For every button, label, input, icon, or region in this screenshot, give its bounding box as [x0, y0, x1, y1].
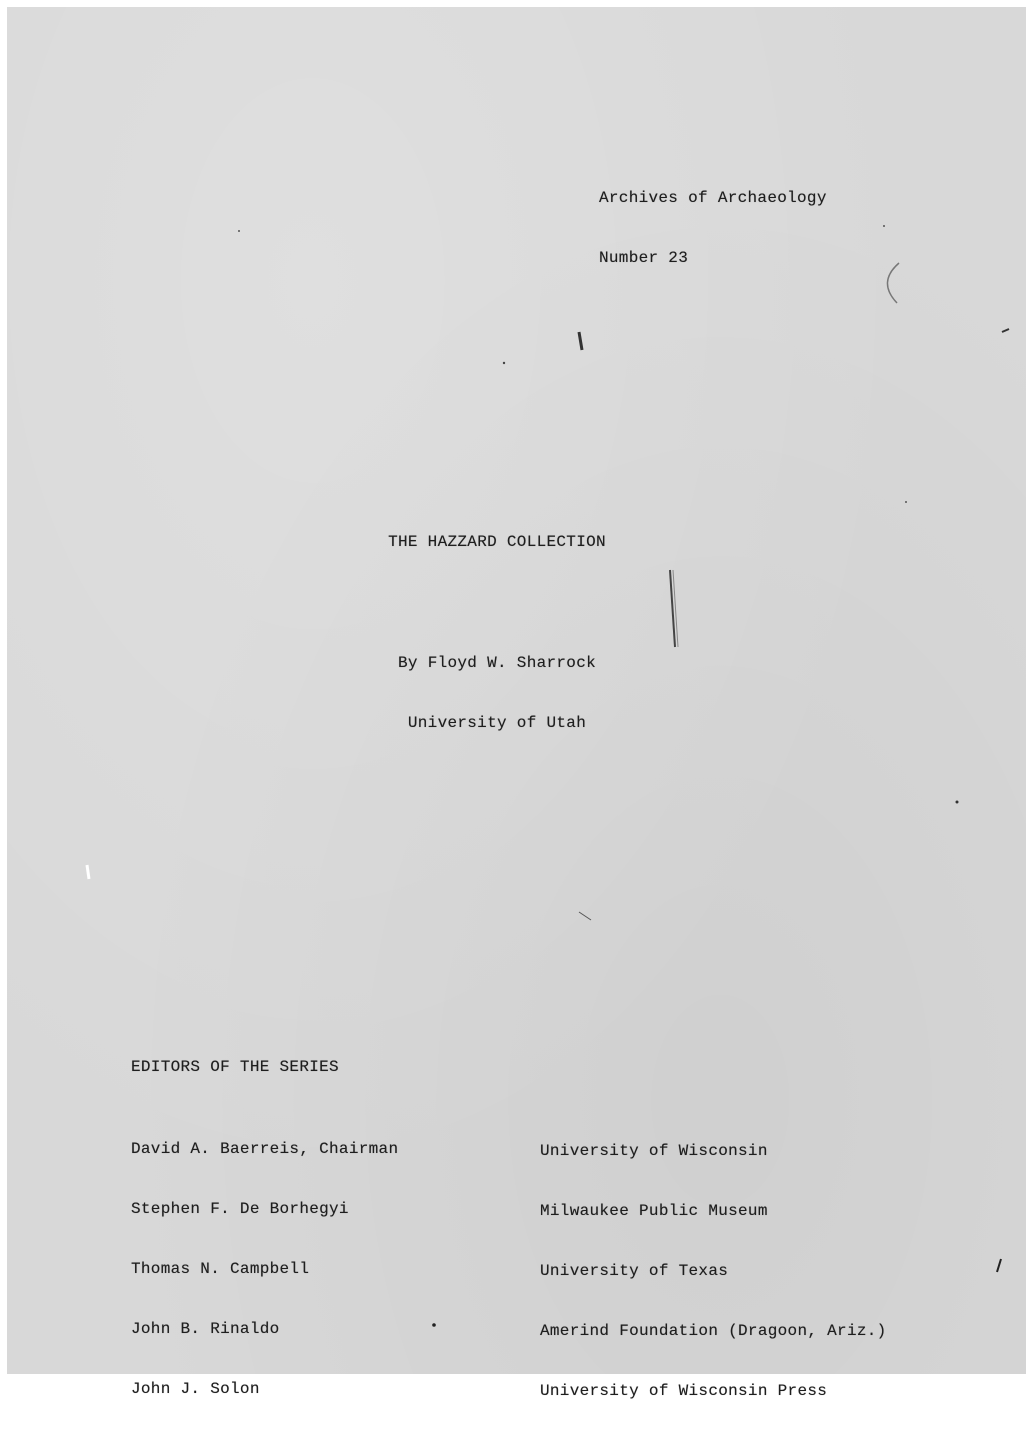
series-number: Number 23	[599, 249, 689, 267]
scanned-page	[7, 7, 1026, 1400]
editor-affiliation: Amerind Foundation (Dragoon, Ariz.)	[540, 1322, 887, 1340]
author-affiliation: University of Utah	[407, 714, 587, 732]
editor-affiliation: University of Texas	[540, 1262, 729, 1280]
title-block	[347, 492, 647, 773]
editor-name: John B. Rinaldo	[131, 1320, 280, 1338]
author-line: By Floyd W. Sharrock	[397, 654, 597, 672]
editors-affiliations-list	[540, 1101, 887, 1441]
editor-name: John J. Solon	[131, 1380, 260, 1398]
series-name: Archives of Archaeology	[599, 189, 827, 207]
editor-affiliation: University of Wisconsin	[540, 1142, 768, 1160]
editors-heading: EDITORS OF THE SERIES	[131, 1058, 339, 1076]
editor-affiliation: University of Wisconsin Press	[540, 1382, 828, 1400]
editor-affiliation: Milwaukee Public Museum	[540, 1202, 768, 1220]
editors-names-list	[131, 1099, 398, 1439]
title-spacer	[347, 592, 647, 613]
editor-name: David A. Baerreis, Chairman	[131, 1140, 399, 1158]
series-info	[599, 148, 827, 308]
document-title: THE HAZZARD COLLECTION	[388, 533, 606, 551]
editor-name: Thomas N. Campbell	[131, 1260, 310, 1278]
editor-name: Stephen F. De Borhegyi	[131, 1200, 349, 1218]
